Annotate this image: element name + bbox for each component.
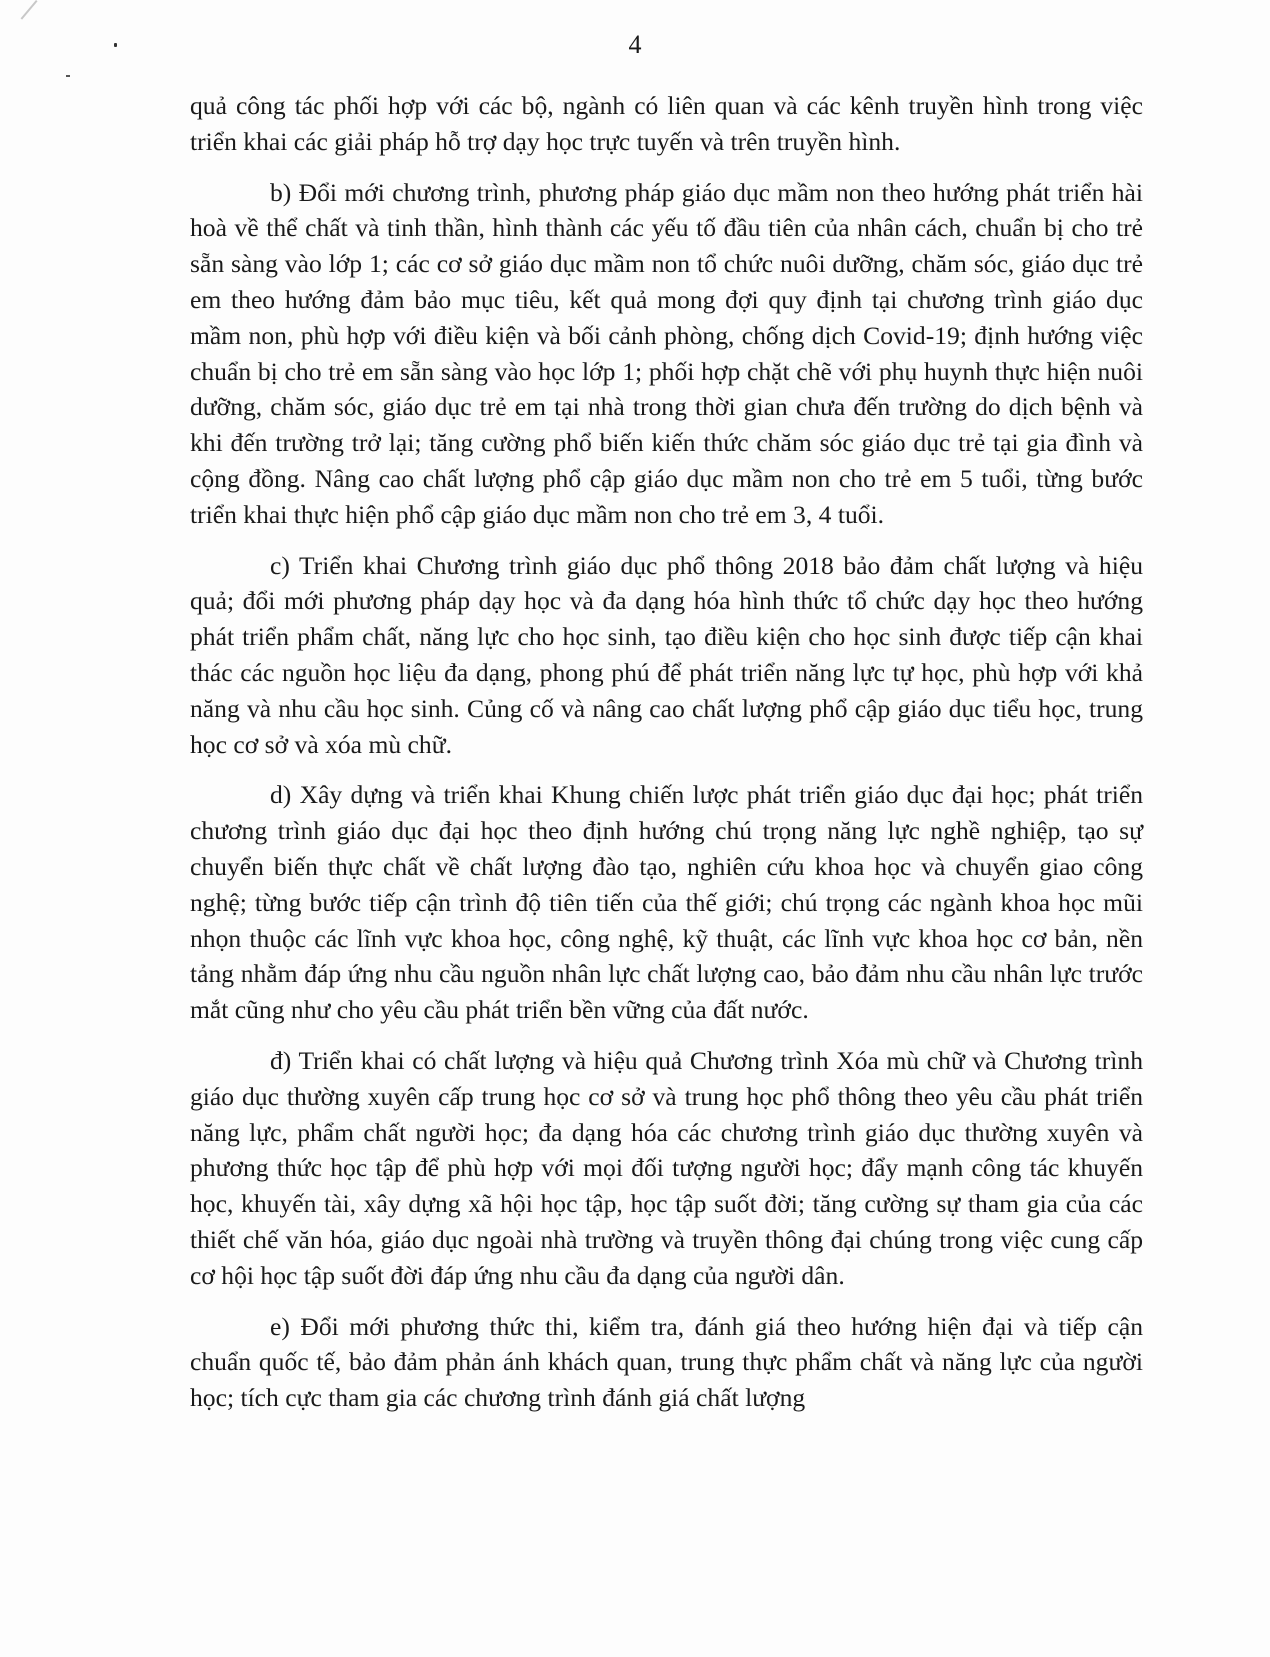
- scan-artifact-line: [21, 0, 38, 20]
- scan-artifact-dot: [66, 75, 70, 77]
- document-body: [190, 88, 1143, 1431]
- paragraph-item-dd: đ) Triển khai có chất lượng và hiệu quả Chương trình Xóa mù chữ và Chương trình giáo dục thường xuyên cấp trung học cơ sở và trung học phổ thông theo yêu cầu phát triển năng lực, phẩm chất người học; đa dạng hóa các chương trình giáo dục thường xuyên và phương thức học tập để phù hợp với mọi đối tượng người học; đẩy mạnh công tác khuyến học, khuyến tài, xây dựng xã hội học tập, học tập suốt đời; tăng cường sự tham gia của các thiết chế văn hóa, giáo dục ngoài nhà trường và truyền thông đại chúng trong việc cung cấp cơ hội học tập suốt đời đáp ứng nhu cầu đa dạng của người dân.: [190, 1045, 1143, 1290]
- paragraph-item-d: d) Xây dựng và triển khai Khung chiến lược phát triển giáo dục đại học; phát triển chương trình giáo dục đại học theo định hướng chú trọng năng lực nghề nghiệp, tạo sự chuyển biến thực chất về chất lượng đào tạo, nghiên cứu khoa học và chuyển giao công nghệ; từng bước tiếp cận trình độ tiên tiến của thế giới; chú trọng các ngành khoa học mũi nhọn thuộc các lĩnh vực khoa học, công nghệ, kỹ thuật, các lĩnh vực khoa học cơ bản, nền tảng nhằm đáp ứng nhu cầu nguồn nhân lực chất lượng cao, bảo đảm nhu cầu nhân lực trước mắt cũng như cho yêu cầu phát triển bền vững của đất nước.: [190, 780, 1143, 1025]
- paragraph-item-e: e) Đổi mới phương thức thi, kiểm tra, đánh giá theo hướng hiện đại và tiếp cận chuẩn quốc tế, bảo đảm phản ánh khách quan, trung thực phẩm chất và năng lực của người học; tích cực tham gia các chương trình đánh giá chất lượng: [190, 1311, 1143, 1413]
- paragraph-continuation: quả công tác phối hợp với các bộ, ngành có liên quan và các kênh truyền hình trong việc triển khai các giải pháp hỗ trợ dạy học trực tuyến và trên truyền hình.: [190, 91, 1143, 156]
- page-number: 4: [628, 30, 642, 59]
- paragraph-item-c: c) Triển khai Chương trình giáo dục phổ thông 2018 bảo đảm chất lượng và hiệu quả; đổi mới phương pháp dạy học và đa dạng hóa hình thức tổ chức dạy học theo hướng phát triển phẩm chất, năng lực cho học sinh, tạo điều kiện cho học sinh được tiếp cận khai thác các nguồn học liệu đa dạng, phong phú để phát triển năng lực tự học, phù hợp với khả năng và nhu cầu học sinh. Củng cố và nâng cao chất lượng phổ cập giáo dục tiểu học, trung học cơ sở và xóa mù chữ.: [190, 550, 1143, 759]
- paragraph-item-b: b) Đổi mới chương trình, phương pháp giáo dục mầm non theo hướng phát triển hài hoà về thể chất và tinh thần, hình thành các yếu tố đầu tiên của nhân cách, chuẩn bị cho trẻ sẵn sàng vào lớp 1; các cơ sở giáo dục mầm non tổ chức nuôi dưỡng, chăm sóc, giáo dục trẻ em theo hướng đảm bảo mục tiêu, kết quả mong đợi quy định tại chương trình giáo dục mầm non, phù hợp với điều kiện và bối cảnh phòng, chống dịch Covid-19; định hướng việc chuẩn bị cho trẻ em sẵn sàng vào học lớp 1; phối hợp chặt chẽ với phụ huynh thực hiện nuôi dưỡng, chăm sóc, giáo dục trẻ em tại nhà trong thời gian chưa đến trường do dịch bệnh và khi đến trường trở lại; tăng cường phổ biến kiến thức chăm sóc giáo dục trẻ tại gia đình và cộng đồng. Nâng cao chất lượng phổ cập giáo dục mầm non cho trẻ em 5 tuổi, từng bước triển khai thực hiện phổ cập giáo dục mầm non cho trẻ em 3, 4 tuổi.: [190, 177, 1143, 529]
